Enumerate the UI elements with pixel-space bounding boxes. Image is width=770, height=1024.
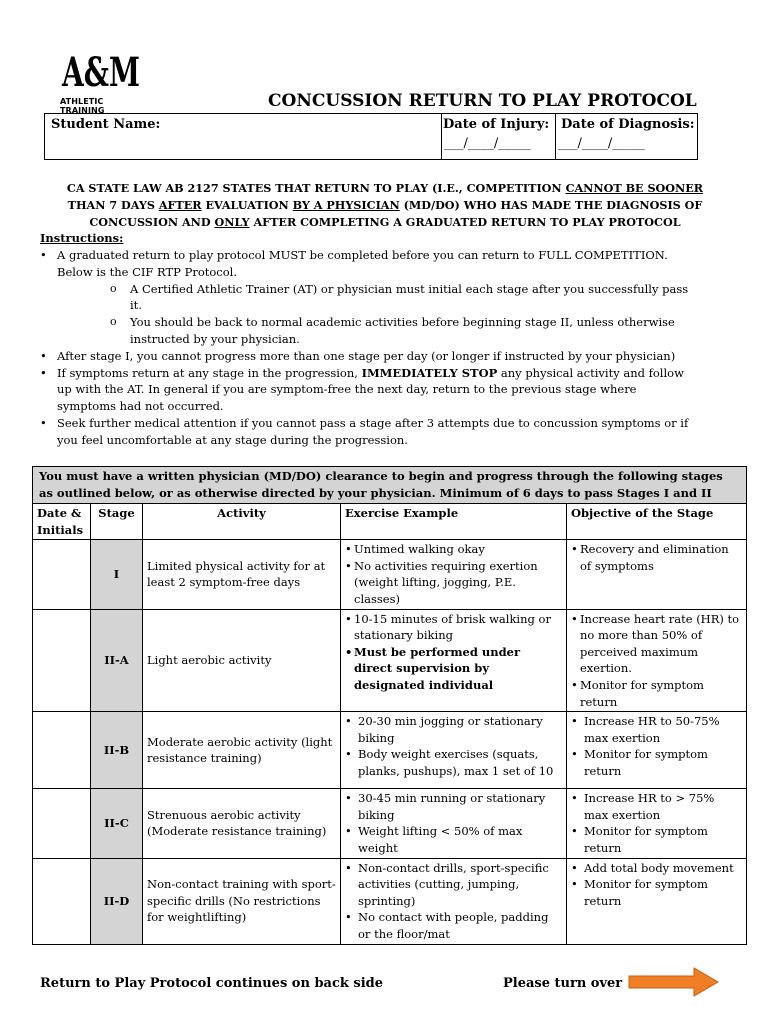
date-of-injury-label: Date of Injury: <box>443 117 550 132</box>
date-initials-cell[interactable] <box>33 712 91 789</box>
activity-cell: Limited physical activity for at least 2 symptom-free days <box>143 540 341 609</box>
clearance-note: You must have a written physician (MD/DO) clearance to begin and progress through the following stages as outlined below, or as otherwise directed by your physician. Minimum of 6 days to pass Stages I and II <box>33 467 747 504</box>
rtp-protocol-table <box>32 466 747 945</box>
instruction-item: • After stage I, you cannot progress more than one stage per day (or longer if instructed by your physician) <box>40 348 676 363</box>
student-info-box <box>44 113 698 160</box>
activity-cell: Non-contact training with sport-specific drills (No restrictions for weightlifting) <box>143 858 341 944</box>
stage-cell: I <box>91 540 143 609</box>
stage-cell: II-B <box>91 712 143 789</box>
svg-text:A&M: A&M <box>61 49 140 96</box>
instruction-item: • A graduated return to play protocol MUST be completed before you can return to FULL COMPETITION. Below is the CIF RTP Protocol. <box>40 248 668 279</box>
instruction-item: • If symptoms return at any stage in the progression, IMMEDIATELY STOP any physical activity and follow up with the AT. In general if you are symptom-free the next day, return to the previous stage where symptoms had not occurred. <box>40 365 684 414</box>
stage-cell: II-A <box>91 609 143 712</box>
table-row <box>33 540 747 609</box>
objective-cell: • Increase HR to 50-75% max exertion • Monitor for symptom return <box>567 712 747 789</box>
state-law-statement: CA STATE LAW AB 2127 STATES THAT RETURN TO PLAY (I.E., COMPETITION CANNOT BE SOONER THAN 7 DAYS AFTER EVALUATION BY A PHYSICIAN (MD/DO) WHO HAS MADE THE DIAGNOSIS OF CONCUSSION AND ONLY AFTER COMPLETING A GRADUATED RETURN TO PLAY PROTOCOL <box>66 181 704 229</box>
date-initials-cell[interactable] <box>33 540 91 609</box>
instructions-list <box>40 247 690 449</box>
footer-continues-note: Return to Play Protocol continues on back side <box>40 976 384 991</box>
activity-cell: Light aerobic activity <box>143 609 341 712</box>
arrow-right-icon <box>628 967 720 997</box>
instruction-item: • Seek further medical attention if you cannot pass a stage after 3 attempts due to concussion symptoms or if you feel uncomfortable at any stage during the progression. <box>40 415 689 447</box>
exercise-cell: • 20-30 min jogging or stationary biking • Body weight exercises (squats, planks, pushups), max 1 set of 10 <box>341 712 567 789</box>
date-initials-cell[interactable] <box>33 609 91 712</box>
table-row <box>33 789 747 858</box>
logo-subtitle: ATHLETIC TRAINING <box>60 97 105 115</box>
table-row <box>33 609 747 712</box>
date-of-diagnosis-blank: ___/____/_____ <box>558 136 645 151</box>
objective-cell: • Increase HR to > 75% max exertion • Monitor for symptom return <box>567 789 747 858</box>
student-name-label: Student Name: <box>51 117 161 132</box>
exercise-cell: • 30-45 min running or stationary biking • Weight lifting < 50% of max weight <box>341 789 567 858</box>
exercise-cell: • Untimed walking okay • No activities requiring exertion (weight lifting, jogging, P.E. classes) <box>341 540 567 609</box>
date-of-injury-field[interactable] <box>441 114 556 159</box>
objective-cell: • Increase heart rate (HR) to no more than 50% of perceived maximum exertion. • Monitor for symptom return <box>567 609 747 712</box>
activity-cell: Moderate aerobic activity (light resistance training) <box>143 712 341 789</box>
table-row <box>33 858 747 944</box>
table-row <box>33 712 747 789</box>
objective-cell: • Recovery and elimination of symptoms <box>567 540 747 609</box>
instruction-subitem: o A Certified Athletic Trainer (AT) or physician must initial each stage after you successfully pass it. <box>110 281 689 313</box>
date-of-injury-blank: ___/____/_____ <box>444 136 531 151</box>
col-header-activity: Activity <box>143 504 341 540</box>
date-of-diagnosis-field[interactable] <box>555 114 697 159</box>
stage-cell: II-C <box>91 789 143 858</box>
exercise-cell: • 10-15 minutes of brisk walking or stationary biking • Must be performed under direct supervision by designated individual <box>341 609 567 712</box>
date-of-diagnosis-label: Date of Diagnosis: <box>561 117 695 132</box>
objective-cell: • Add total body movement • Monitor for symptom return <box>567 858 747 944</box>
student-name-field[interactable] <box>45 114 442 159</box>
col-header-date-initials: Date & Initials <box>33 504 91 540</box>
footer-turn-over: Please turn over <box>503 976 623 991</box>
instructions-heading: Instructions: <box>40 231 124 245</box>
col-header-exercise: Exercise Example <box>341 504 567 540</box>
activity-cell: Strenuous aerobic activity (Moderate resistance training) <box>143 789 341 858</box>
date-initials-cell[interactable] <box>33 858 91 944</box>
date-initials-cell[interactable] <box>33 789 91 858</box>
table-column-header-row <box>33 504 747 540</box>
page-title: CONCUSSION RETURN TO PLAY PROTOCOL <box>268 91 697 111</box>
instruction-subitem: o You should be back to normal academic activities before beginning stage II, unless otherwise instructed by your physician. <box>110 315 675 346</box>
table-header-note-row <box>33 467 747 504</box>
col-header-objective: Objective of the Stage <box>567 504 747 540</box>
col-header-stage: Stage <box>91 504 143 540</box>
stage-cell: II-D <box>91 858 143 944</box>
exercise-cell: • Non-contact drills, sport-specific activities (cutting, jumping, sprinting) • No contact with people, padding or the floor/mat <box>341 858 567 944</box>
